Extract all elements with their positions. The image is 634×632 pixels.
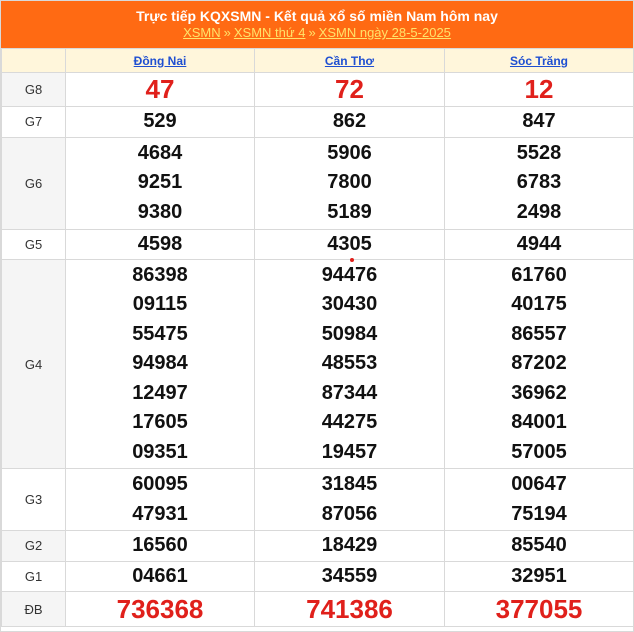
- result-cell: [66, 561, 255, 592]
- prize-number: 94984: [132, 352, 188, 375]
- prize-number: 16560: [132, 534, 188, 556]
- result-cell: [255, 229, 445, 260]
- prize-number: 57005: [511, 440, 567, 463]
- prize-number: 87056: [321, 502, 378, 525]
- prize-number: 47931: [132, 502, 188, 525]
- prize-label: G5: [2, 229, 66, 260]
- prize-number: 09115: [132, 293, 188, 316]
- prize-number: 4944: [516, 232, 562, 255]
- breadcrumb-separator: »: [308, 25, 316, 40]
- prize-number: 48553: [321, 352, 378, 375]
- results-header: [1, 1, 633, 48]
- prize-row-g2: [2, 531, 634, 562]
- prize-row-db: [2, 592, 634, 627]
- prize-number: 50984: [321, 322, 378, 345]
- result-cell: [66, 73, 255, 107]
- prize-row-g5: [2, 229, 634, 260]
- prize-number: 31845: [321, 473, 378, 495]
- province-header: [66, 49, 255, 73]
- result-cell: [66, 229, 255, 260]
- result-cell: [66, 137, 255, 229]
- prize-number: 9251: [137, 171, 183, 194]
- result-cell: [66, 592, 255, 627]
- prize-row-g8: [2, 73, 634, 107]
- prize-number: 6783: [516, 171, 562, 194]
- result-cell: [66, 260, 255, 469]
- result-cell: [255, 73, 445, 107]
- prize-number: 19457: [321, 440, 378, 463]
- result-cell: [255, 469, 445, 531]
- result-cell: [445, 107, 634, 138]
- prize-number: 09351: [132, 440, 188, 463]
- result-cell: [445, 229, 634, 260]
- prize-number: 87202: [511, 352, 567, 375]
- province-header: [445, 49, 634, 73]
- prize-number: 85540: [511, 534, 567, 556]
- breadcrumb-xsmn-date[interactable]: XSMN ngày 28-5-2025: [318, 25, 451, 40]
- prize-number: 44275: [321, 411, 378, 434]
- prize-row-g3: [2, 469, 634, 531]
- prize-row-g4: [2, 260, 634, 469]
- special-prize-number: 377055: [495, 594, 583, 624]
- province-link-dong-nai[interactable]: Đồng Nai: [133, 53, 187, 68]
- prize-label: G3: [2, 469, 66, 531]
- live-indicator-dot: [350, 258, 354, 262]
- prize-number: 84001: [511, 411, 567, 434]
- province-link-can-tho[interactable]: Cần Thơ: [324, 53, 375, 68]
- prize-row-g7: [2, 107, 634, 138]
- special-prize-number: 736368: [116, 594, 204, 624]
- result-cell: [255, 107, 445, 138]
- prize-label: ĐB: [2, 592, 66, 627]
- prize-number: 75194: [511, 502, 567, 525]
- prize-number: 4684: [137, 141, 183, 164]
- prize-number: 86398: [132, 263, 188, 286]
- prize-label: G4: [2, 260, 66, 469]
- result-cell: [445, 260, 634, 469]
- prize-number: 47: [145, 73, 175, 104]
- prize-number: 30430: [321, 293, 378, 316]
- prize-number: 00647: [511, 473, 567, 495]
- result-cell: [255, 137, 445, 229]
- result-cell: [255, 592, 445, 627]
- prize-number: 34559: [321, 564, 378, 587]
- prize-number: 847: [522, 110, 556, 132]
- prize-number: 86557: [511, 322, 567, 345]
- prize-number: 5528: [516, 141, 562, 164]
- prize-number: 87344: [321, 381, 378, 404]
- province-header-row: [2, 49, 634, 73]
- prize-number: 4598: [137, 232, 183, 255]
- prize-number: 529: [143, 110, 177, 132]
- result-cell: [66, 531, 255, 562]
- prize-row-g6: [2, 137, 634, 229]
- result-cell: [255, 531, 445, 562]
- prize-number: 2498: [516, 200, 562, 223]
- result-cell: [66, 469, 255, 531]
- prize-number: 94476: [321, 263, 378, 286]
- breadcrumb: [1, 25, 633, 41]
- prize-number: 72: [335, 73, 364, 104]
- province-link-soc-trang[interactable]: Sóc Trăng: [509, 53, 568, 68]
- result-cell: [66, 107, 255, 138]
- prize-number: 17605: [132, 411, 188, 434]
- prize-row-g1: [2, 561, 634, 592]
- prize-number: 32951: [511, 564, 567, 587]
- result-cell: [445, 469, 634, 531]
- result-cell: [255, 260, 445, 469]
- result-cell: [445, 73, 634, 107]
- prize-number: 61760: [511, 263, 567, 286]
- prize-number: 40175: [511, 293, 567, 316]
- breadcrumb-xsmn[interactable]: XSMN: [183, 25, 221, 40]
- prize-label: G1: [2, 561, 66, 592]
- prize-number: 18429: [321, 534, 378, 556]
- prize-number: 04661: [132, 564, 188, 587]
- prize-number: 12: [524, 73, 554, 104]
- prize-label: G7: [2, 107, 66, 138]
- prize-label: G6: [2, 137, 66, 229]
- prize-number: 4305: [327, 232, 372, 255]
- prize-number: 60095: [132, 473, 188, 495]
- prize-number: 36962: [511, 381, 567, 404]
- result-cell: [445, 531, 634, 562]
- prize-number: 55475: [132, 322, 188, 345]
- prize-number: 12497: [132, 381, 188, 404]
- breadcrumb-xsmn-wednesday[interactable]: XSMN thứ 4: [233, 25, 306, 40]
- result-cell: [445, 137, 634, 229]
- prize-number: 9380: [137, 200, 183, 223]
- prize-number: 7800: [327, 171, 372, 194]
- prize-number: 5189: [327, 200, 372, 223]
- corner-cell: [2, 49, 66, 73]
- province-header: [255, 49, 445, 73]
- special-prize-number: 741386: [306, 594, 393, 624]
- page-title: Trực tiếp KQXSMN - Kết quả xổ số miền Nam hôm nay: [136, 8, 498, 24]
- result-cell: [255, 561, 445, 592]
- prize-label: G2: [2, 531, 66, 562]
- results-table: [1, 48, 634, 627]
- prize-label: G8: [2, 73, 66, 107]
- result-cell: [445, 561, 634, 592]
- prize-number: 5906: [327, 141, 372, 164]
- prize-number: 862: [332, 110, 367, 132]
- breadcrumb-separator: »: [223, 25, 231, 40]
- result-cell: [445, 592, 634, 627]
